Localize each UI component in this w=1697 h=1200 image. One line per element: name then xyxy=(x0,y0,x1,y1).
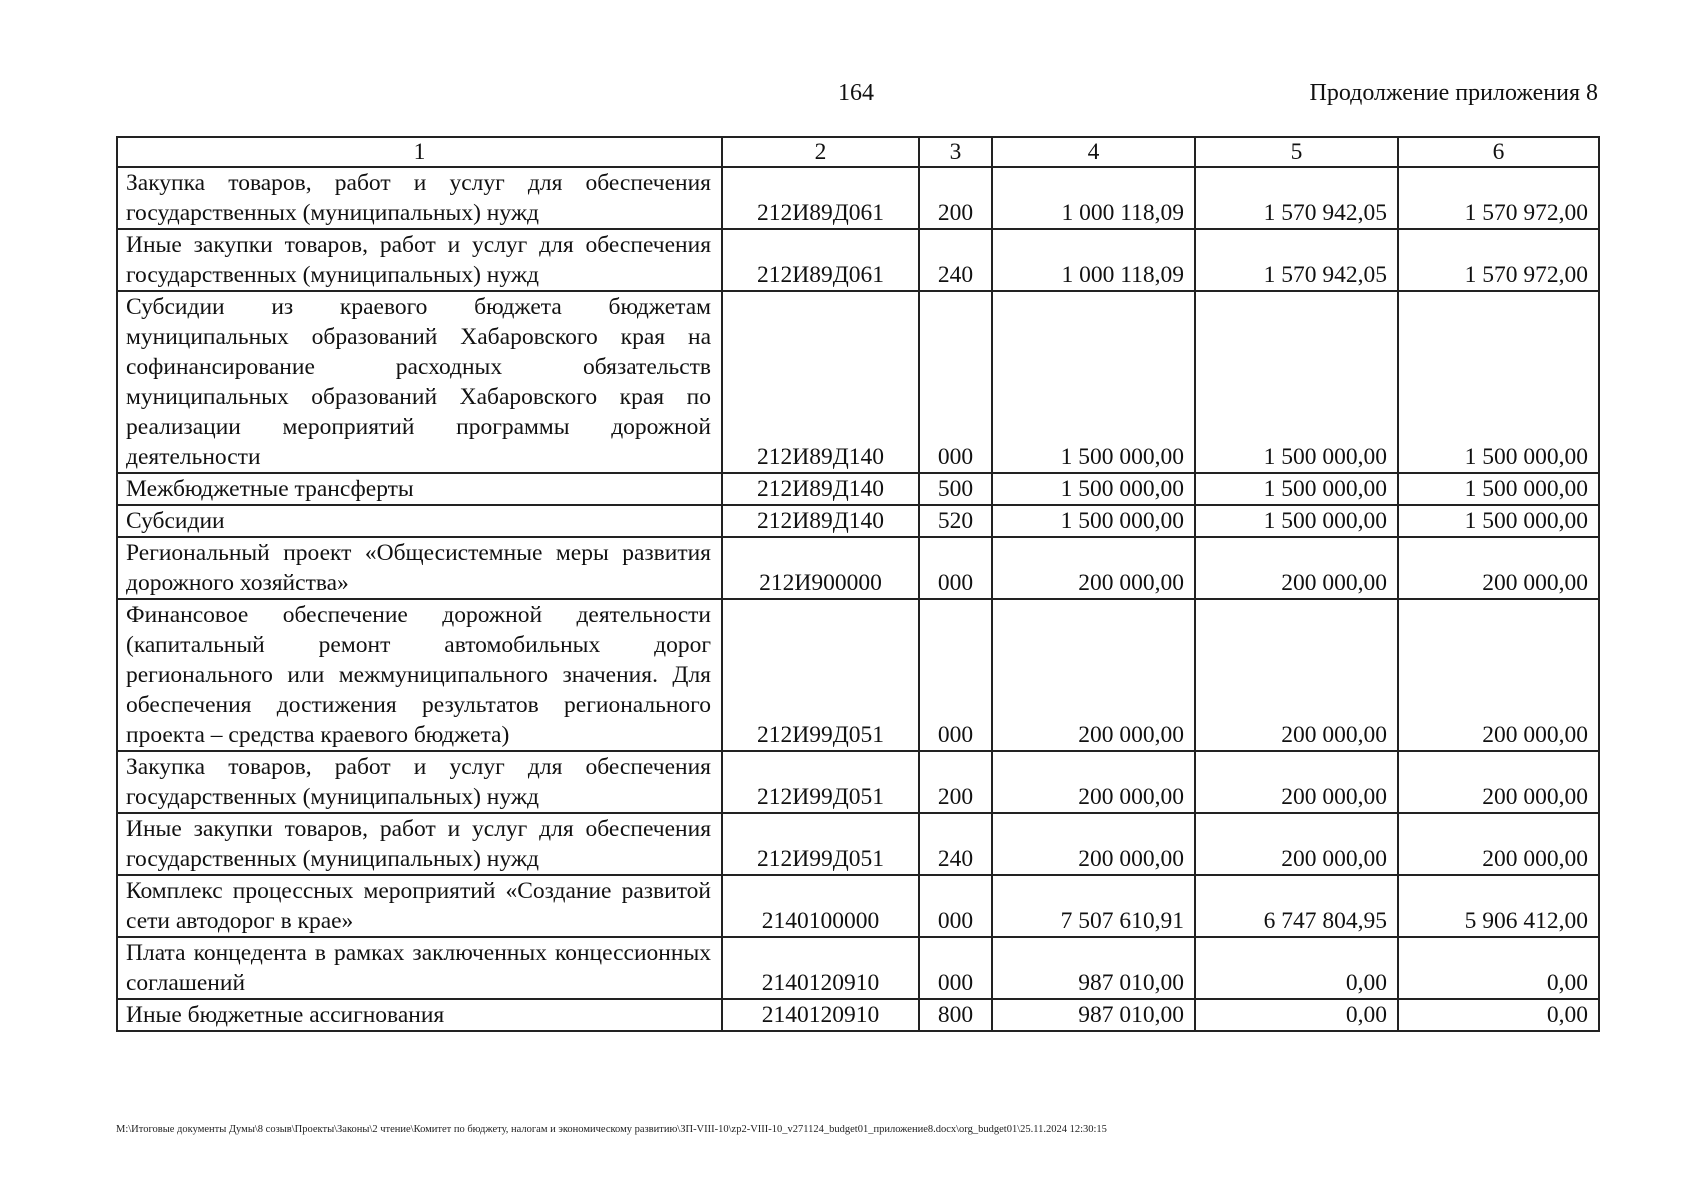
amount-col5: 0,00 xyxy=(1195,999,1398,1031)
amount-col4: 1 500 000,00 xyxy=(992,473,1195,505)
expense-type: 500 xyxy=(919,473,992,505)
amount-col4: 200 000,00 xyxy=(992,751,1195,813)
amount-col6: 1 500 000,00 xyxy=(1398,291,1599,473)
table-row xyxy=(117,291,1599,473)
column-header: 5 xyxy=(1195,137,1398,167)
amount-col4: 1 000 118,09 xyxy=(992,229,1195,291)
table-row xyxy=(117,505,1599,537)
budget-table xyxy=(116,136,1600,1032)
table-row xyxy=(117,813,1599,875)
appendix-continuation-label: Продолжение приложения 8 xyxy=(1309,80,1598,106)
amount-col6: 1 570 972,00 xyxy=(1398,229,1599,291)
amount-col5: 1 500 000,00 xyxy=(1195,473,1398,505)
table-row xyxy=(117,229,1599,291)
target-code: 212И99Д051 xyxy=(722,599,919,751)
target-code: 212И89Д140 xyxy=(722,291,919,473)
amount-col5: 200 000,00 xyxy=(1195,751,1398,813)
item-name: Иные закупки товаров, работ и услуг для обеспечения государственных (муниципальных) нужд xyxy=(117,229,722,291)
table-row xyxy=(117,999,1599,1031)
expense-type: 000 xyxy=(919,537,992,599)
target-code: 2140120910 xyxy=(722,999,919,1031)
amount-col4: 200 000,00 xyxy=(992,813,1195,875)
amount-col4: 1 500 000,00 xyxy=(992,291,1195,473)
item-name: Плата концедента в рамках заключенных концессионных соглашений xyxy=(117,937,722,999)
target-code: 212И89Д061 xyxy=(722,229,919,291)
page-number: 164 xyxy=(838,80,874,106)
expense-type: 000 xyxy=(919,937,992,999)
table-row xyxy=(117,875,1599,937)
amount-col4: 200 000,00 xyxy=(992,537,1195,599)
amount-col6: 1 500 000,00 xyxy=(1398,505,1599,537)
table-row xyxy=(117,167,1599,229)
amount-col4: 987 010,00 xyxy=(992,937,1195,999)
item-name: Закупка товаров, работ и услуг для обеспечения государственных (муниципальных) нужд xyxy=(117,167,722,229)
item-name: Закупка товаров, работ и услуг для обеспечения государственных (муниципальных) нужд xyxy=(117,751,722,813)
expense-type: 000 xyxy=(919,875,992,937)
expense-type: 520 xyxy=(919,505,992,537)
item-name: Субсидии из краевого бюджета бюджетам муниципальных образований Хабаровского края на софинансирование расходных обязательств муниципальных образований Хабаровского края по реализации мероприятий программы дорожной деятельности xyxy=(117,291,722,473)
table-row xyxy=(117,751,1599,813)
item-name: Финансовое обеспечение дорожной деятельности (капитальный ремонт автомобильных дорог регионального или межмуниципального значения. Для обеспечения достижения результатов регионального проекта – средства краевого бюджета) xyxy=(117,599,722,751)
amount-col6: 0,00 xyxy=(1398,999,1599,1031)
table-row xyxy=(117,537,1599,599)
expense-type: 200 xyxy=(919,751,992,813)
target-code: 212И99Д051 xyxy=(722,751,919,813)
amount-col4: 7 507 610,91 xyxy=(992,875,1195,937)
target-code: 212И89Д061 xyxy=(722,167,919,229)
amount-col5: 1 570 942,05 xyxy=(1195,167,1398,229)
amount-col6: 200 000,00 xyxy=(1398,537,1599,599)
table-row xyxy=(117,473,1599,505)
amount-col6: 1 500 000,00 xyxy=(1398,473,1599,505)
amount-col5: 0,00 xyxy=(1195,937,1398,999)
amount-col4: 200 000,00 xyxy=(992,599,1195,751)
expense-type: 000 xyxy=(919,599,992,751)
amount-col5: 1 500 000,00 xyxy=(1195,505,1398,537)
item-name: Иные бюджетные ассигнования xyxy=(117,999,722,1031)
expense-type: 240 xyxy=(919,229,992,291)
amount-col6: 5 906 412,00 xyxy=(1398,875,1599,937)
amount-col6: 200 000,00 xyxy=(1398,813,1599,875)
amount-col6: 0,00 xyxy=(1398,937,1599,999)
amount-col5: 200 000,00 xyxy=(1195,813,1398,875)
target-code: 2140120910 xyxy=(722,937,919,999)
expense-type: 000 xyxy=(919,291,992,473)
target-code: 2140100000 xyxy=(722,875,919,937)
item-name: Субсидии xyxy=(117,505,722,537)
amount-col6: 200 000,00 xyxy=(1398,751,1599,813)
amount-col5: 200 000,00 xyxy=(1195,537,1398,599)
expense-type: 240 xyxy=(919,813,992,875)
target-code: 212И89Д140 xyxy=(722,473,919,505)
amount-col6: 1 570 972,00 xyxy=(1398,167,1599,229)
expense-type: 800 xyxy=(919,999,992,1031)
amount-col4: 987 010,00 xyxy=(992,999,1195,1031)
table-row xyxy=(117,599,1599,751)
column-header: 1 xyxy=(117,137,722,167)
amount-col4: 1 500 000,00 xyxy=(992,505,1195,537)
table-row xyxy=(117,937,1599,999)
column-header: 6 xyxy=(1398,137,1599,167)
amount-col4: 1 000 118,09 xyxy=(992,167,1195,229)
column-header: 4 xyxy=(992,137,1195,167)
item-name: Комплекс процессных мероприятий «Создание развитой сети автодорог в крае» xyxy=(117,875,722,937)
amount-col5: 1 570 942,05 xyxy=(1195,229,1398,291)
item-name: Иные закупки товаров, работ и услуг для обеспечения государственных (муниципальных) нужд xyxy=(117,813,722,875)
column-number-row xyxy=(117,137,1599,167)
amount-col5: 200 000,00 xyxy=(1195,599,1398,751)
column-header: 2 xyxy=(722,137,919,167)
amount-col5: 6 747 804,95 xyxy=(1195,875,1398,937)
file-path-footer: M:\Итоговые документы Думы\8 созыв\Проекты\Законы\2 чтение\Комитет по бюджету, налогам и экономическому развитию\ЗП-VIII-10\zp2-VIII-10_v271124_budget01_приложение8.docx\org_budget01\25.11.2024 12:30:15 xyxy=(116,1124,1107,1135)
expense-type: 200 xyxy=(919,167,992,229)
target-code: 212И99Д051 xyxy=(722,813,919,875)
amount-col6: 200 000,00 xyxy=(1398,599,1599,751)
column-header: 3 xyxy=(919,137,992,167)
amount-col5: 1 500 000,00 xyxy=(1195,291,1398,473)
item-name: Региональный проект «Общесистемные меры развития дорожного хозяйства» xyxy=(117,537,722,599)
item-name: Межбюджетные трансферты xyxy=(117,473,722,505)
target-code: 212И900000 xyxy=(722,537,919,599)
target-code: 212И89Д140 xyxy=(722,505,919,537)
